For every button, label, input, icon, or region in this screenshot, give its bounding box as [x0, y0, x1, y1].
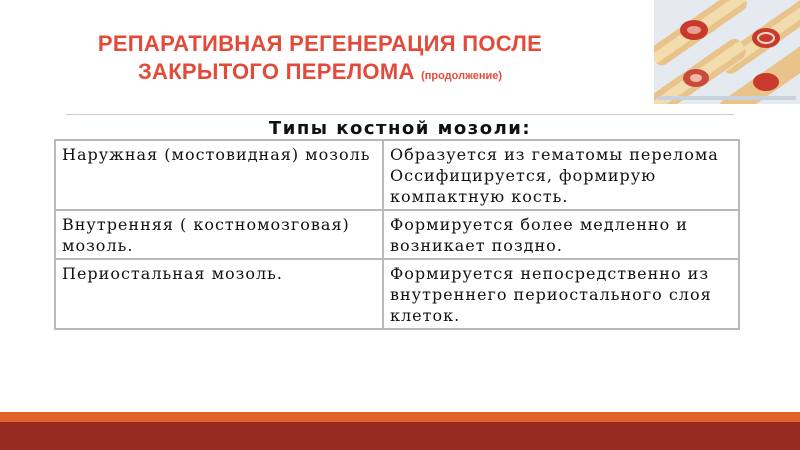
table-heading: Типы костной мозоли: [268, 118, 532, 139]
bone-fracture-illustration [654, 0, 800, 104]
title-line-1: РЕПАРАТИВНАЯ РЕГЕНЕРАЦИЯ ПОСЛЕ [97, 31, 543, 56]
slide-title [20, 30, 620, 90]
table-row [55, 259, 739, 329]
callus-description-cell: Формируется непосредственно из внутреннего периостального слоя клеток. [383, 259, 739, 329]
callus-type-cell: Наружная (мостовидная) мозоль [55, 140, 383, 210]
title-line-2: ЗАКРЫТОГО ПЕРЕЛОМА [137, 59, 415, 84]
callus-types-table [54, 139, 740, 330]
bottom-footer-bar [0, 422, 800, 450]
title-continuation: (продолжение) [421, 70, 503, 82]
callus-type-cell: Внутренняя ( костномозговая) мозоль. [55, 210, 383, 259]
callus-type-cell: Периостальная мозоль. [55, 259, 383, 329]
table-row [55, 140, 739, 210]
table-row [55, 210, 739, 259]
callus-description-cell: Образуется из гематомы перелома Оссифицируется, формирую компактную кость. [383, 140, 739, 210]
bottom-accent-bar [0, 412, 800, 422]
title-divider [66, 114, 734, 115]
callus-description-cell: Формируется более медленно и возникает поздно. [383, 210, 739, 259]
